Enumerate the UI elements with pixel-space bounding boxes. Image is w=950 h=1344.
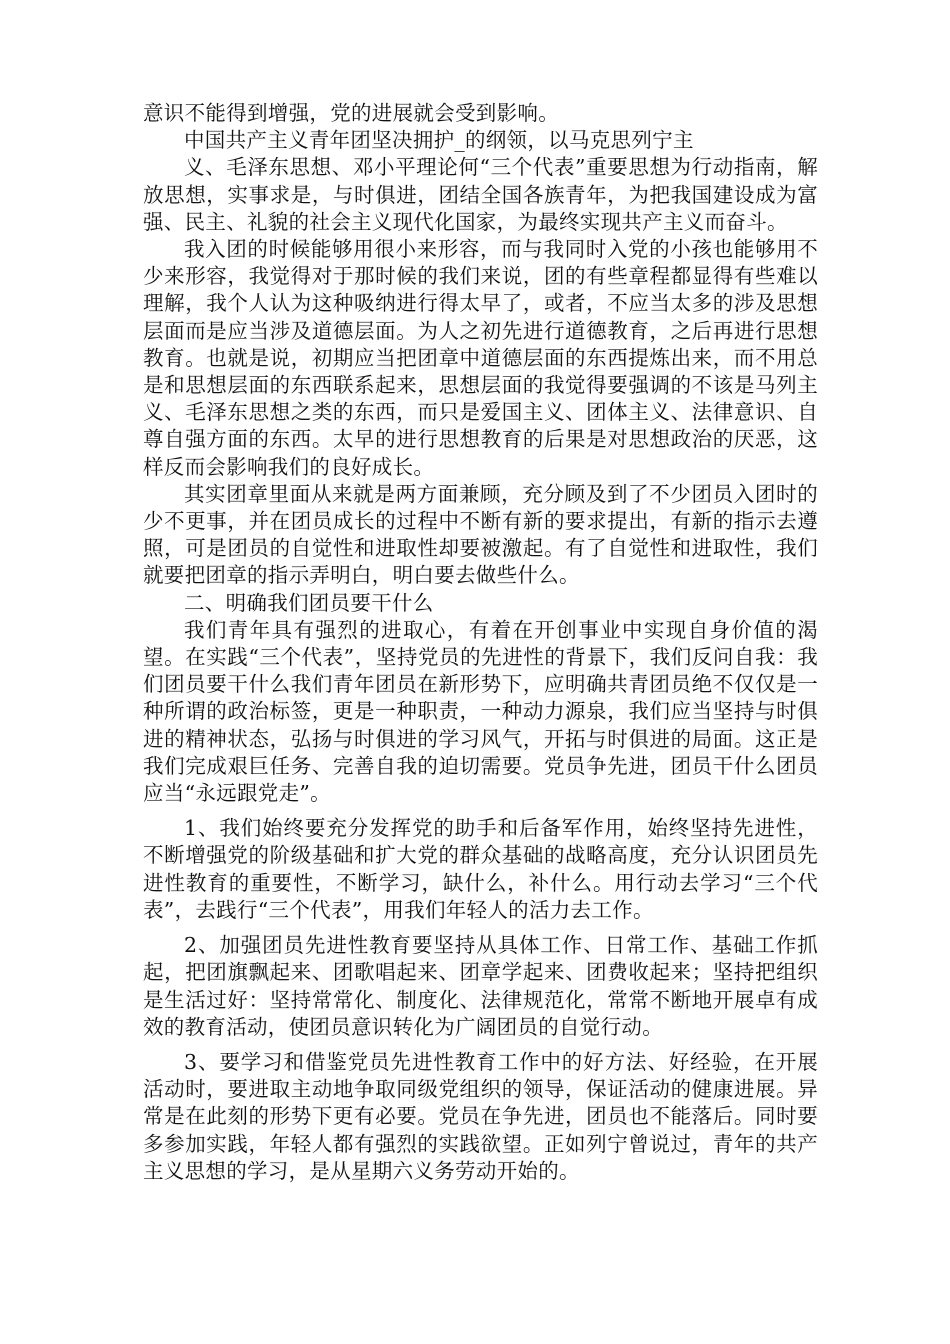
paragraph-3: 义、毛泽东思想、邓小平理论何“三个代表”重要思想为行动指南，解放思想，实事求是，与时俱进，团结全国各族青年，为把我国建设成为富强、民主、礼貌的社会主义现代化国家，为最终实现共产主义而奋斗。: [143, 155, 818, 234]
section-heading: 二、明确我们团员要干什么: [184, 590, 434, 615]
paragraph-9: 3、要学习和借鉴党员先进性教育工作中的好方法、好经验，在开展活动时，要进取主动地争取同级党组织的领导，保证活动的健康进展。异常是在此刻的形势下更有必要。党员在争先进，团员也不能落后。同时要多参加实践，年轻人都有强烈的实践欲望。正如列宁曾说过，青年的共产主义思想的学习，是从星期六义务劳动开始的。: [143, 1049, 818, 1183]
paragraph-4: 我入团的时候能够用很小来形容，而与我同时入党的小孩也能够用不少来形容，我觉得对于那时候的我们来说，团的有些章程都显得有些难以理解，我个人认为这种吸纳进行得太早了，或者，不应当太多的涉及思想层面而是应当涉及道德层面。为人之初先进行道德教育，之后再进行思想教育。也就是说，初期应当把团章中道德层面的东西提炼出来，而不用总是和思想层面的东西联系起来，思想层面的我觉得要强调的不该是马列主义、毛泽东思想之类的东西，而只是爱国主义、团体主义、法律意识、自尊自强方面的东西。太早的进行思想教育的后果是对思想政治的厌恶，这样反而会影响我们的良好成长。: [143, 237, 818, 479]
paragraph-7: 1、我们始终要充分发挥党的助手和后备军作用，始终坚持先进性，不断增强党的阶级基础和扩大党的群众基础的战略高度，充分认识团员先进性教育的重要性，不断学习，缺什么，补什么。用行动去学习“三个代表”，去践行“三个代表”，用我们年轻人的活力去工作。: [143, 816, 818, 922]
paragraph-8: 2、加强团员先进性教育要坚持从具体工作、日常工作、基础工作抓起，把团旗飘起来、团歌唱起来、团章学起来、团费收起来；坚持把组织是生活过好：坚持常常化、制度化、法律规范化，常常不断地开展卓有成效的教育活动，使团员意识转化为广阔团员的自觉行动。: [143, 933, 818, 1039]
paragraph-5: 其实团章里面从来就是两方面兼顾，充分顾及到了不少团员入团时的少不更事，并在团员成长的过程中不断有新的要求提出，有新的指示去遵照，可是团员的自觉性和进取性却要被激起。有了自觉性和进取性，我们就要把团章的指示弄明白，明白要去做些什么。: [143, 481, 818, 588]
paragraph-1: 意识不能得到增强，党的进展就会受到影响。: [143, 101, 559, 125]
paragraph-6: 我们青年具有强烈的进取心，有着在开创事业中实现自身价值的渴望。在实践“三个代表”，坚持党员的先进性的背景下，我们反问自我：我们团员要干什么我们青年团员在新形势下，应明确共青团员绝不仅仅是一种所谓的政治标签，更是一种职责，一种动力源泉，我们应当坚持与时俱进的精神状态，弘扬与时俱进的学习风气，开拓与时俱进的局面。这正是我们完成艰巨任务、完善自我的迫切需要。党员争先进，团员干什么团员应当“永远跟党走”。: [143, 617, 818, 806]
document-body: [143, 100, 818, 1185]
paragraph-2: 中国共产主义青年团坚决拥护_的纲领，以马克思列宁主: [184, 128, 694, 153]
